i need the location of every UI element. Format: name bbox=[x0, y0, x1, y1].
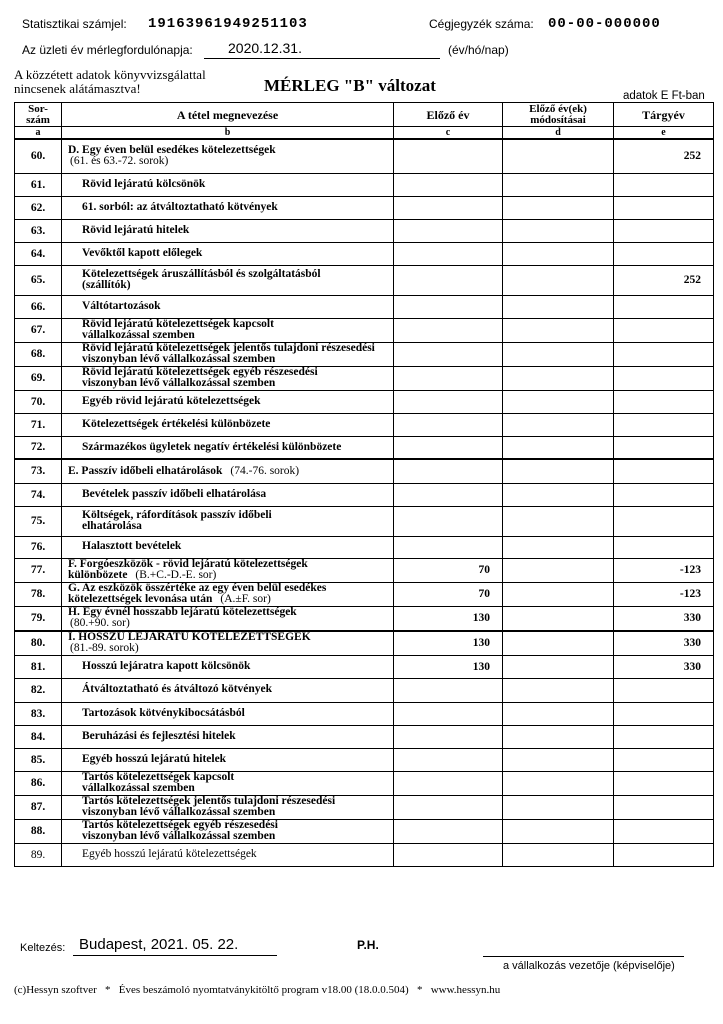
row-name bbox=[62, 436, 394, 459]
row-name-line: Rövid lejáratú kötelezettségek egyéb részesedési bbox=[82, 365, 318, 378]
row-name bbox=[62, 366, 394, 390]
row-value-prev: 130 bbox=[394, 606, 503, 631]
table-row bbox=[15, 702, 714, 725]
row-name bbox=[62, 631, 394, 656]
software-credit: (c)Hessyn szoftver * Éves beszámoló nyomtatványkitöltő program v18.00 (18.0.0.504) * www.hessyn.hu bbox=[14, 984, 501, 996]
row-value-mod bbox=[503, 702, 614, 725]
row-name-line2: viszonyban lévő vállalkozással szemben bbox=[82, 806, 276, 818]
table-row bbox=[15, 678, 714, 702]
row-value-curr bbox=[614, 366, 714, 390]
row-value-prev bbox=[394, 366, 503, 390]
table-row bbox=[15, 748, 714, 771]
row-name-line: Átváltoztatható és átváltozó kötvények bbox=[82, 683, 273, 696]
row-number: 66. bbox=[15, 295, 62, 318]
row-name bbox=[62, 558, 394, 582]
row-number: 70. bbox=[15, 390, 62, 413]
table-row bbox=[15, 819, 714, 843]
audit-note bbox=[14, 68, 206, 96]
row-value-prev bbox=[394, 678, 503, 702]
row-value-mod bbox=[503, 196, 614, 219]
row-number: 73. bbox=[15, 459, 62, 483]
row-value-prev bbox=[394, 219, 503, 242]
row-name-line: F. Forgóeszközök - rövid lejáratú kötelezettségek bbox=[68, 557, 308, 570]
row-name bbox=[62, 655, 394, 678]
row-number: 83. bbox=[15, 702, 62, 725]
row-name-line: Kötelezettségek áruszállításból és szolgáltatásból bbox=[82, 267, 321, 280]
row-name-line: Beruházási és fejlesztési hitelek bbox=[82, 729, 236, 742]
place-value: Budapest, 2021. 05. 22. bbox=[79, 936, 239, 953]
row-name-line: Hosszú lejáratra kapott kölcsönök bbox=[82, 659, 251, 672]
row-value-mod bbox=[503, 678, 614, 702]
row-value-curr bbox=[614, 219, 714, 242]
row-value-prev bbox=[394, 173, 503, 196]
row-value-curr: 330 bbox=[614, 655, 714, 678]
table-row bbox=[15, 483, 714, 506]
col-header-curr: Tárgyév bbox=[614, 103, 714, 127]
row-value-mod bbox=[503, 295, 614, 318]
row-value-mod bbox=[503, 219, 614, 242]
row-value-curr: 330 bbox=[614, 631, 714, 656]
row-value-mod bbox=[503, 242, 614, 265]
col-header-name: A tétel megnevezése bbox=[62, 103, 394, 127]
stat-label: Statisztikai számjel: bbox=[22, 17, 127, 31]
row-value-curr bbox=[614, 702, 714, 725]
row-value-prev: 70 bbox=[394, 558, 503, 582]
place-underline bbox=[73, 936, 277, 956]
row-number: 65. bbox=[15, 265, 62, 295]
row-subtext: (61. és 63.-72. sorok) bbox=[70, 155, 169, 168]
table-row bbox=[15, 606, 714, 631]
row-name bbox=[62, 342, 394, 366]
row-value-prev bbox=[394, 342, 503, 366]
row-value-mod bbox=[503, 265, 614, 295]
row-name-line: Halasztott bevételek bbox=[82, 540, 182, 553]
row-value-curr bbox=[614, 843, 714, 866]
row-name-line: Költségek, ráfordítások passzív időbeli bbox=[82, 508, 272, 521]
row-name-line: Rövid lejáratú kötelezettségek jelentős tulajdoni részesedési bbox=[82, 341, 375, 354]
units-label: adatok E Ft-ban bbox=[623, 90, 705, 102]
row-name bbox=[62, 242, 394, 265]
row-name bbox=[62, 771, 394, 795]
row-name bbox=[62, 678, 394, 702]
col-letter: b bbox=[62, 127, 394, 140]
table-row bbox=[15, 342, 714, 366]
row-value-curr: 252 bbox=[614, 265, 714, 295]
row-name bbox=[62, 725, 394, 748]
row-name-line2: viszonyban lévő vállalkozással szemben bbox=[82, 830, 276, 842]
row-number: 88. bbox=[15, 819, 62, 843]
row-name bbox=[62, 295, 394, 318]
reg-label: Cégjegyzék száma: bbox=[429, 17, 534, 31]
table-row bbox=[15, 219, 714, 242]
row-subtext: (80.+90. sor) bbox=[70, 617, 130, 629]
row-value-mod bbox=[503, 436, 614, 459]
row-value-prev bbox=[394, 702, 503, 725]
table-row bbox=[15, 843, 714, 866]
row-value-curr bbox=[614, 295, 714, 318]
row-value-mod bbox=[503, 318, 614, 342]
row-name bbox=[62, 506, 394, 536]
row-name-line2: (szállítók) bbox=[82, 279, 131, 291]
row-number: 62. bbox=[15, 196, 62, 219]
table-row bbox=[15, 196, 714, 219]
table-row bbox=[15, 139, 714, 173]
row-value-mod bbox=[503, 843, 614, 866]
row-name-line: Tartós kötelezettségek jelentős tulajdoni részesedési bbox=[82, 794, 336, 807]
row-value-curr bbox=[614, 678, 714, 702]
row-value-curr bbox=[614, 196, 714, 219]
row-value-prev: 130 bbox=[394, 631, 503, 656]
row-value-prev bbox=[394, 843, 503, 866]
table-row bbox=[15, 173, 714, 196]
row-value-curr bbox=[614, 506, 714, 536]
row-name bbox=[62, 459, 394, 483]
row-value-mod bbox=[503, 725, 614, 748]
row-name-line: Rövid lejáratú kötelezettségek kapcsolt bbox=[82, 317, 274, 330]
row-value-curr bbox=[614, 795, 714, 819]
stat-value: 19163961949251103 bbox=[148, 16, 308, 32]
table-row bbox=[15, 558, 714, 582]
table-row bbox=[15, 582, 714, 606]
row-name bbox=[62, 819, 394, 843]
row-number: 72. bbox=[15, 436, 62, 459]
row-value-prev bbox=[394, 483, 503, 506]
row-name bbox=[62, 483, 394, 506]
row-value-curr bbox=[614, 436, 714, 459]
row-value-curr bbox=[614, 318, 714, 342]
row-value-prev bbox=[394, 725, 503, 748]
row-value-curr bbox=[614, 173, 714, 196]
table-row bbox=[15, 506, 714, 536]
row-name-line: E. Passzív időbeli elhatárolások bbox=[68, 464, 223, 477]
row-name-line2: kötelezettségek levonása után (A.±F. sor) bbox=[68, 593, 271, 605]
row-value-mod bbox=[503, 795, 614, 819]
row-value-prev bbox=[394, 295, 503, 318]
table-header-row bbox=[15, 103, 714, 127]
balance-sheet-table bbox=[14, 102, 714, 867]
row-name-line: Váltótartozások bbox=[82, 299, 161, 312]
reg-value: 00-00-000000 bbox=[548, 16, 661, 32]
row-number: 71. bbox=[15, 413, 62, 436]
row-value-mod bbox=[503, 459, 614, 483]
row-value-prev bbox=[394, 139, 503, 173]
row-number: 78. bbox=[15, 582, 62, 606]
row-value-mod bbox=[503, 582, 614, 606]
row-name bbox=[62, 795, 394, 819]
row-name bbox=[62, 196, 394, 219]
row-value-curr: 252 bbox=[614, 139, 714, 173]
row-number: 60. bbox=[15, 139, 62, 173]
row-number: 84. bbox=[15, 725, 62, 748]
row-value-curr: -123 bbox=[614, 582, 714, 606]
row-name bbox=[62, 173, 394, 196]
row-number: 75. bbox=[15, 506, 62, 536]
table-row bbox=[15, 536, 714, 558]
col-letter: c bbox=[394, 127, 503, 140]
signature-line bbox=[483, 956, 684, 957]
row-value-mod bbox=[503, 771, 614, 795]
table-row bbox=[15, 295, 714, 318]
table-letters-row bbox=[15, 127, 714, 140]
row-name bbox=[62, 702, 394, 725]
row-value-prev bbox=[394, 413, 503, 436]
row-value-curr: -123 bbox=[614, 558, 714, 582]
row-value-prev bbox=[394, 196, 503, 219]
row-number: 85. bbox=[15, 748, 62, 771]
row-value-mod bbox=[503, 558, 614, 582]
row-value-prev bbox=[394, 506, 503, 536]
row-subtext: (A.±F. sor) bbox=[220, 593, 271, 605]
row-value-prev bbox=[394, 436, 503, 459]
row-number: 81. bbox=[15, 655, 62, 678]
row-name-line2: viszonyban lévő vállalkozással szemben bbox=[82, 377, 276, 389]
row-value-curr: 330 bbox=[614, 606, 714, 631]
row-value-mod bbox=[503, 506, 614, 536]
table-row bbox=[15, 366, 714, 390]
row-value-mod bbox=[503, 413, 614, 436]
row-name-line: 61. sorból: az átváltoztatható kötvények bbox=[82, 200, 278, 213]
row-number: 69. bbox=[15, 366, 62, 390]
row-name bbox=[62, 390, 394, 413]
table-row bbox=[15, 655, 714, 678]
row-value-curr bbox=[614, 536, 714, 558]
row-name bbox=[62, 413, 394, 436]
row-name-line: Bevételek passzív időbeli elhatárolása bbox=[82, 487, 267, 500]
row-name bbox=[62, 139, 394, 173]
date-underline bbox=[204, 40, 440, 59]
row-value-prev: 70 bbox=[394, 582, 503, 606]
row-value-mod bbox=[503, 655, 614, 678]
row-number: 63. bbox=[15, 219, 62, 242]
row-value-prev bbox=[394, 748, 503, 771]
row-name-line: G. Az eszközök összértéke az egy éven belül esedékes bbox=[68, 581, 327, 594]
row-name-line: H. Egy évnél hosszabb lejáratú kötelezettségek bbox=[68, 605, 297, 618]
row-number: 86. bbox=[15, 771, 62, 795]
signature-label: a vállalkozás vezetője (képviselője) bbox=[503, 960, 675, 972]
row-number: 79. bbox=[15, 606, 62, 631]
row-name-line2: vállalkozással szemben bbox=[82, 782, 195, 794]
row-number: 64. bbox=[15, 242, 62, 265]
row-value-prev: 130 bbox=[394, 655, 503, 678]
row-value-prev bbox=[394, 318, 503, 342]
row-name-line: D. Egy éven belül esedékes kötelezettségek bbox=[68, 143, 276, 156]
row-name-line: I. HOSSZÚ LEJÁRATÚ KÖTELEZETTSÉGEK bbox=[68, 630, 311, 643]
row-value-mod bbox=[503, 536, 614, 558]
row-number: 82. bbox=[15, 678, 62, 702]
row-value-prev bbox=[394, 819, 503, 843]
audit-note-line1: A közzétett adatok könyvvizsgálattal bbox=[14, 67, 206, 82]
row-name-line: Egyéb rövid lejáratú kötelezettségek bbox=[82, 394, 261, 407]
row-name-line2: vállalkozással szemben bbox=[82, 329, 195, 341]
row-value-curr bbox=[614, 819, 714, 843]
row-name-line: Származékos ügyletek negatív értékelési különbözete bbox=[82, 440, 342, 453]
row-name-line: Rövid lejáratú hitelek bbox=[82, 223, 190, 236]
row-number: 87. bbox=[15, 795, 62, 819]
row-value-prev bbox=[394, 459, 503, 483]
row-name bbox=[62, 748, 394, 771]
table-row bbox=[15, 771, 714, 795]
date-label: Az üzleti év mérlegfordulónapja: bbox=[22, 43, 193, 57]
row-value-mod bbox=[503, 606, 614, 631]
table-row bbox=[15, 318, 714, 342]
row-value-curr bbox=[614, 390, 714, 413]
row-name bbox=[62, 606, 394, 631]
row-name-line: Tartós kötelezettségek egyéb részesedési bbox=[82, 818, 278, 831]
row-value-mod bbox=[503, 366, 614, 390]
row-value-prev bbox=[394, 265, 503, 295]
row-name bbox=[62, 843, 394, 866]
col-header-num: Sor- szám bbox=[15, 103, 62, 127]
table-row bbox=[15, 631, 714, 656]
col-letter: e bbox=[614, 127, 714, 140]
table-row bbox=[15, 459, 714, 483]
row-value-curr bbox=[614, 725, 714, 748]
ph-label: P.H. bbox=[357, 938, 379, 952]
table-row bbox=[15, 265, 714, 295]
row-value-prev bbox=[394, 242, 503, 265]
row-value-mod bbox=[503, 819, 614, 843]
row-name-line2: viszonyban lévő vállalkozással szemben bbox=[82, 353, 276, 365]
row-name-line: Vevőktől kapott előlegek bbox=[82, 246, 203, 259]
table-row bbox=[15, 413, 714, 436]
row-name bbox=[62, 265, 394, 295]
row-value-curr bbox=[614, 748, 714, 771]
row-number: 61. bbox=[15, 173, 62, 196]
row-subtext: (B.+C.-D.-E. sor) bbox=[135, 569, 217, 581]
row-name bbox=[62, 582, 394, 606]
col-header-mod: Előző év(ek) módosításai bbox=[503, 103, 614, 127]
audit-note-line2: nincsenek alátámasztva! bbox=[14, 81, 141, 96]
row-number: 89. bbox=[15, 843, 62, 866]
row-value-mod bbox=[503, 173, 614, 196]
row-name bbox=[62, 219, 394, 242]
row-name-line: Egyéb hosszú lejáratú hitelek bbox=[82, 752, 227, 765]
row-number: 80. bbox=[15, 631, 62, 656]
table-row bbox=[15, 242, 714, 265]
row-number: 76. bbox=[15, 536, 62, 558]
row-name-line: Tartós kötelezettségek kapcsolt bbox=[82, 770, 235, 783]
col-header-prev: Előző év bbox=[394, 103, 503, 127]
row-value-curr bbox=[614, 483, 714, 506]
col-letter: d bbox=[503, 127, 614, 140]
row-name-line2: különbözete (B.+C.-D.-E. sor) bbox=[68, 569, 217, 581]
row-name-line: Rövid lejáratú kölcsönök bbox=[82, 177, 206, 190]
row-value-curr bbox=[614, 771, 714, 795]
row-name-line2: elhatárolása bbox=[82, 520, 142, 532]
table-row bbox=[15, 795, 714, 819]
row-number: 77. bbox=[15, 558, 62, 582]
row-value-mod bbox=[503, 483, 614, 506]
page-title: MÉRLEG "B" változat bbox=[264, 76, 436, 95]
row-name bbox=[62, 318, 394, 342]
table-row bbox=[15, 436, 714, 459]
row-value-prev bbox=[394, 771, 503, 795]
row-value-curr bbox=[614, 459, 714, 483]
row-name-line: Tartozások kötvénykibocsátásból bbox=[82, 706, 245, 719]
row-value-prev bbox=[394, 390, 503, 413]
row-value-prev bbox=[394, 536, 503, 558]
row-value-curr bbox=[614, 342, 714, 366]
table-row bbox=[15, 390, 714, 413]
row-number: 67. bbox=[15, 318, 62, 342]
row-subtext: (81.-89. sorok) bbox=[70, 642, 139, 654]
row-number: 74. bbox=[15, 483, 62, 506]
col-letter: a bbox=[15, 127, 62, 140]
row-name bbox=[62, 536, 394, 558]
place-label: Keltezés: bbox=[20, 942, 66, 954]
row-name-line: Kötelezettségek értékelési különbözete bbox=[82, 417, 271, 430]
row-subtext: (74.-76. sorok) bbox=[230, 464, 300, 477]
row-name-line: Egyéb hosszú lejáratú kötelezettségek bbox=[82, 847, 257, 860]
row-value-prev bbox=[394, 795, 503, 819]
date-value: 2020.12.31. bbox=[228, 40, 302, 56]
date-format: (év/hó/nap) bbox=[448, 43, 509, 57]
row-value-mod bbox=[503, 139, 614, 173]
row-value-mod bbox=[503, 390, 614, 413]
row-value-curr bbox=[614, 242, 714, 265]
row-value-mod bbox=[503, 342, 614, 366]
row-number: 68. bbox=[15, 342, 62, 366]
row-value-mod bbox=[503, 748, 614, 771]
row-value-curr bbox=[614, 413, 714, 436]
row-value-mod bbox=[503, 631, 614, 656]
table-row bbox=[15, 725, 714, 748]
